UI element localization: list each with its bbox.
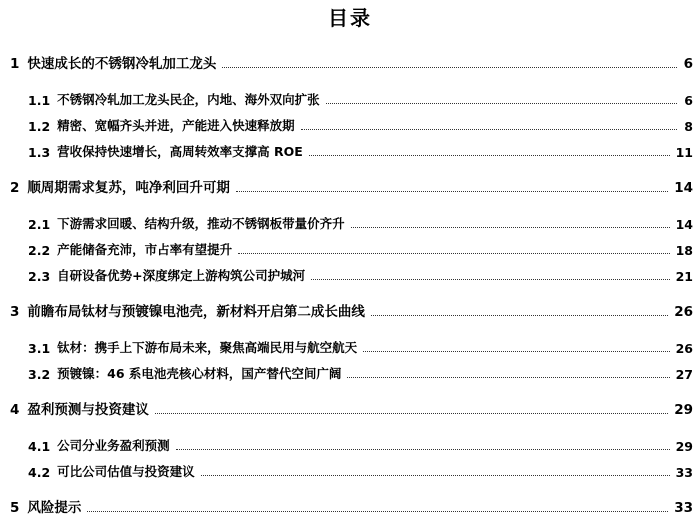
dot-leader — [155, 413, 668, 414]
toc-entry-page: 33 — [675, 465, 693, 480]
toc-entry-page: 14 — [674, 180, 693, 196]
toc-entry-label: 可比公司估值与投资建议 — [57, 464, 195, 479]
toc-entry-number: 1.2 — [28, 119, 51, 134]
toc-entry-page: 8 — [684, 119, 693, 134]
toc-entry-number: 4.2 — [28, 465, 51, 480]
toc-entry-label: 预镀镍：46 系电池壳核心材料，国产替代空间广阔 — [57, 366, 342, 381]
toc-entry-4-1[interactable] — [28, 434, 693, 454]
toc-entry-number: 4.1 — [28, 439, 51, 454]
toc-entry-1[interactable] — [10, 52, 693, 72]
toc-entry-number: 3.2 — [28, 367, 51, 382]
toc-entry-2-3[interactable] — [28, 264, 693, 284]
dot-leader — [347, 377, 669, 378]
toc-entry-1-3[interactable] — [28, 140, 693, 160]
toc-title: 目录 — [328, 6, 372, 30]
toc-entry-label: 风险提示 — [27, 500, 82, 516]
toc-entry-1-1[interactable] — [28, 88, 693, 108]
dot-leader — [363, 351, 669, 352]
dot-leader — [236, 191, 668, 192]
dot-leader — [371, 315, 668, 316]
toc-entry-5[interactable] — [10, 496, 693, 516]
toc-entry-1-2[interactable] — [28, 114, 693, 134]
dot-leader — [326, 103, 677, 104]
toc-entry-number: 3 — [10, 304, 20, 320]
toc-entry-2[interactable] — [10, 176, 693, 196]
toc-entry-4[interactable] — [10, 398, 693, 418]
toc-entry-number: 1.3 — [28, 145, 51, 160]
dot-leader — [201, 475, 670, 476]
dot-leader — [311, 279, 669, 280]
dot-leader — [238, 253, 669, 254]
toc-entry-page: 26 — [674, 304, 693, 320]
toc-entry-label: 自研设备优势+深度绑定上游构筑公司护城河 — [57, 268, 306, 283]
toc-entry-3-2[interactable] — [28, 362, 693, 382]
toc-entry-page: 27 — [675, 367, 693, 382]
toc-entry-number: 1.1 — [28, 93, 51, 108]
toc-entry-page: 14 — [675, 217, 693, 232]
toc-entry-page: 29 — [675, 439, 693, 454]
toc-entry-number: 2.2 — [28, 243, 51, 258]
toc-entry-label: 前瞻布局钛材与预镀镍电池壳，新材料开启第二成长曲线 — [27, 304, 365, 320]
dot-leader — [309, 155, 670, 156]
toc-entry-4-2[interactable] — [28, 460, 693, 480]
dot-leader — [176, 449, 670, 450]
toc-entry-3-1[interactable] — [28, 336, 693, 356]
toc-entry-label: 顺周期需求复苏，吨净利回升可期 — [27, 180, 230, 196]
toc-entry-page: 33 — [674, 500, 693, 516]
toc-entry-number: 2 — [10, 180, 20, 196]
toc-entry-label: 钛材：携手上下游布局未来，聚焦高端民用与航空航天 — [57, 340, 358, 355]
toc-entry-label: 产能储备充沛，市占率有望提升 — [57, 242, 233, 257]
toc-entry-label: 不锈钢冷轧加工龙头民企，内地、海外双向扩张 — [57, 92, 320, 107]
toc-entry-page: 29 — [674, 402, 693, 418]
toc-entry-page: 6 — [683, 56, 693, 72]
dot-leader — [351, 227, 670, 228]
toc-entry-number: 2.3 — [28, 269, 51, 284]
toc-entry-label: 快速成长的不锈钢冷轧加工龙头 — [27, 56, 217, 72]
toc-entry-number: 1 — [10, 56, 20, 72]
toc-entry-number: 3.1 — [28, 341, 51, 356]
toc-entry-page: 6 — [684, 93, 693, 108]
dot-leader — [301, 129, 677, 130]
toc-entry-number: 5 — [10, 500, 20, 516]
toc-entry-number: 4 — [10, 402, 20, 418]
toc-entry-page: 26 — [675, 341, 693, 356]
toc-entry-number: 2.1 — [28, 217, 51, 232]
toc-entry-2-2[interactable] — [28, 238, 693, 258]
toc-entry-label: 营收保持快速增长，高周转效率支撑高 ROE — [57, 144, 303, 159]
toc-entry-label: 精密、宽幅齐头并进，产能进入快速释放期 — [57, 118, 295, 133]
toc-entry-3[interactable] — [10, 300, 693, 320]
toc-entry-label: 公司分业务盈利预测 — [57, 438, 170, 453]
dot-leader — [87, 511, 668, 512]
dot-leader — [222, 67, 677, 68]
toc-entry-2-1[interactable] — [28, 212, 693, 232]
toc-entry-label: 下游需求回暖、结构升级，推动不锈钢板带量价齐升 — [57, 216, 345, 231]
toc-entry-page: 11 — [675, 145, 693, 160]
toc-entry-label: 盈利预测与投资建议 — [27, 402, 149, 418]
toc-entry-page: 21 — [675, 269, 693, 284]
toc-entry-page: 18 — [675, 243, 693, 258]
